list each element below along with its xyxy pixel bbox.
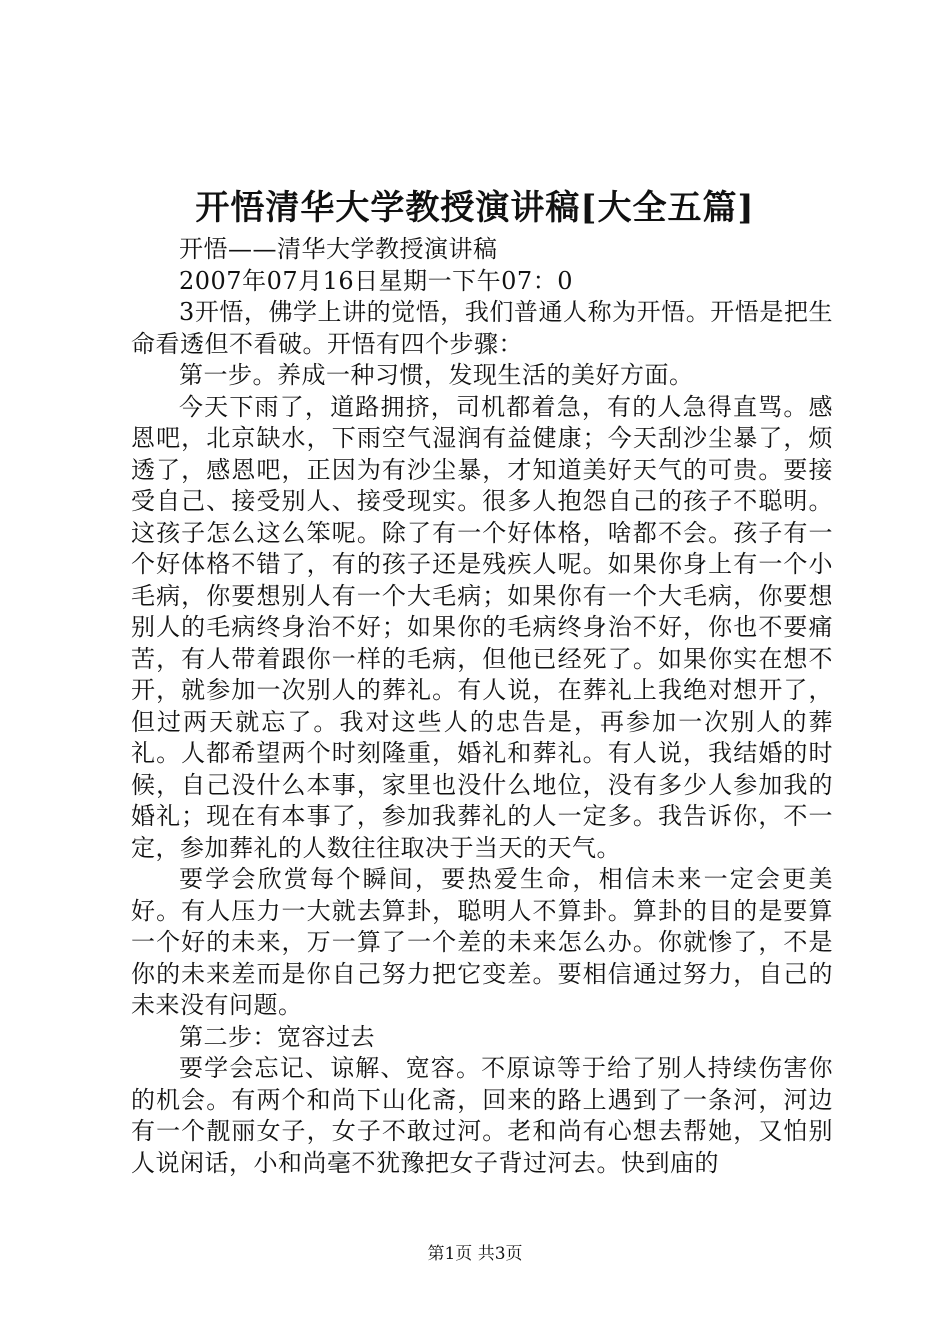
heading-step-two: 第二步：宽容过去 [179,1022,375,1051]
document-title: 开悟清华大学教授演讲稿[大全五篇] [195,188,755,228]
paragraph-forgive: 要学会忘记、谅解、宽容。不原谅等于给了别人持续伤害你的机会。有两个和尚下山化斋，回来的路上遇到了一条河，河边有一个靓丽女子，女子不敢过河。老和尚有心想去帮她，又怕别人说闲话，小和尚毫不犹豫把女子背过河去。快到庙的 [131,1054,833,1177]
page-number-footer: 第1页 共3页 [427,1244,523,1264]
paragraph-gratitude: 今天下雨了，道路拥挤，司机都着急，有的人急得直骂。感恩吧，北京缺水，下雨空气湿润有益健康；今天刮沙尘暴了，烦透了，感恩吧，正因为有沙尘暴，才知道美好天气的可贵。要接受自己、接受别人、接受现实。很多人抱怨自己的孩子不聪明。这孩子怎么这么笨呢。除了有一个好体格，啥都不会。孩子有一个好体格不错了，有的孩子还是残疾人呢。如果你身上有一个小毛病，你要想别人有一个大毛病；如果你有一个大毛病，你要想别人的毛病终身治不好；如果你的毛病终身治不好，你也不要痛苦，有人带着跟你一样的毛病，但他已经死了。如果你实在想不开，就参加一次别人的葬礼。有人说，在葬礼上我绝对想开了，但过两天就忘了。我对这些人的忠告是，再参加一次别人的葬礼。人都希望两个时刻隆重，婚礼和葬礼。有人说，我结婚的时候，自己没什么本事，家里也没什么地位，没有多少人参加我的婚礼；现在有本事了，参加我葬礼的人一定多。我告诉你，不一定，参加葬礼的人数往往取决于当天的天气。 [131,392,833,862]
paragraph-appreciate: 要学会欣赏每个瞬间，要热爱生命，相信未来一定会更美好。有人压力一大就去算卦，聪明人不算卦。算卦的目的是要算一个好的未来，万一算了一个差的未来怎么办。你就惨了，不是你的未来差而是你自己努力把它变差。要相信通过努力，自己的未来没有问题。 [131,865,833,1019]
paragraph-intro: 3开悟，佛学上讲的觉悟，我们普通人称为开悟。开悟是把生命看透但不看破。开悟有四个步骤： [131,298,833,358]
paragraph-subtitle: 开悟——清华大学教授演讲稿 [179,235,498,263]
heading-step-one: 第一步。养成一种习惯，发现生活的美好方面。 [179,361,694,389]
paragraph-date: 2007年07月16日星期一下午07：0 [179,266,573,295]
document-body [131,234,833,1179]
